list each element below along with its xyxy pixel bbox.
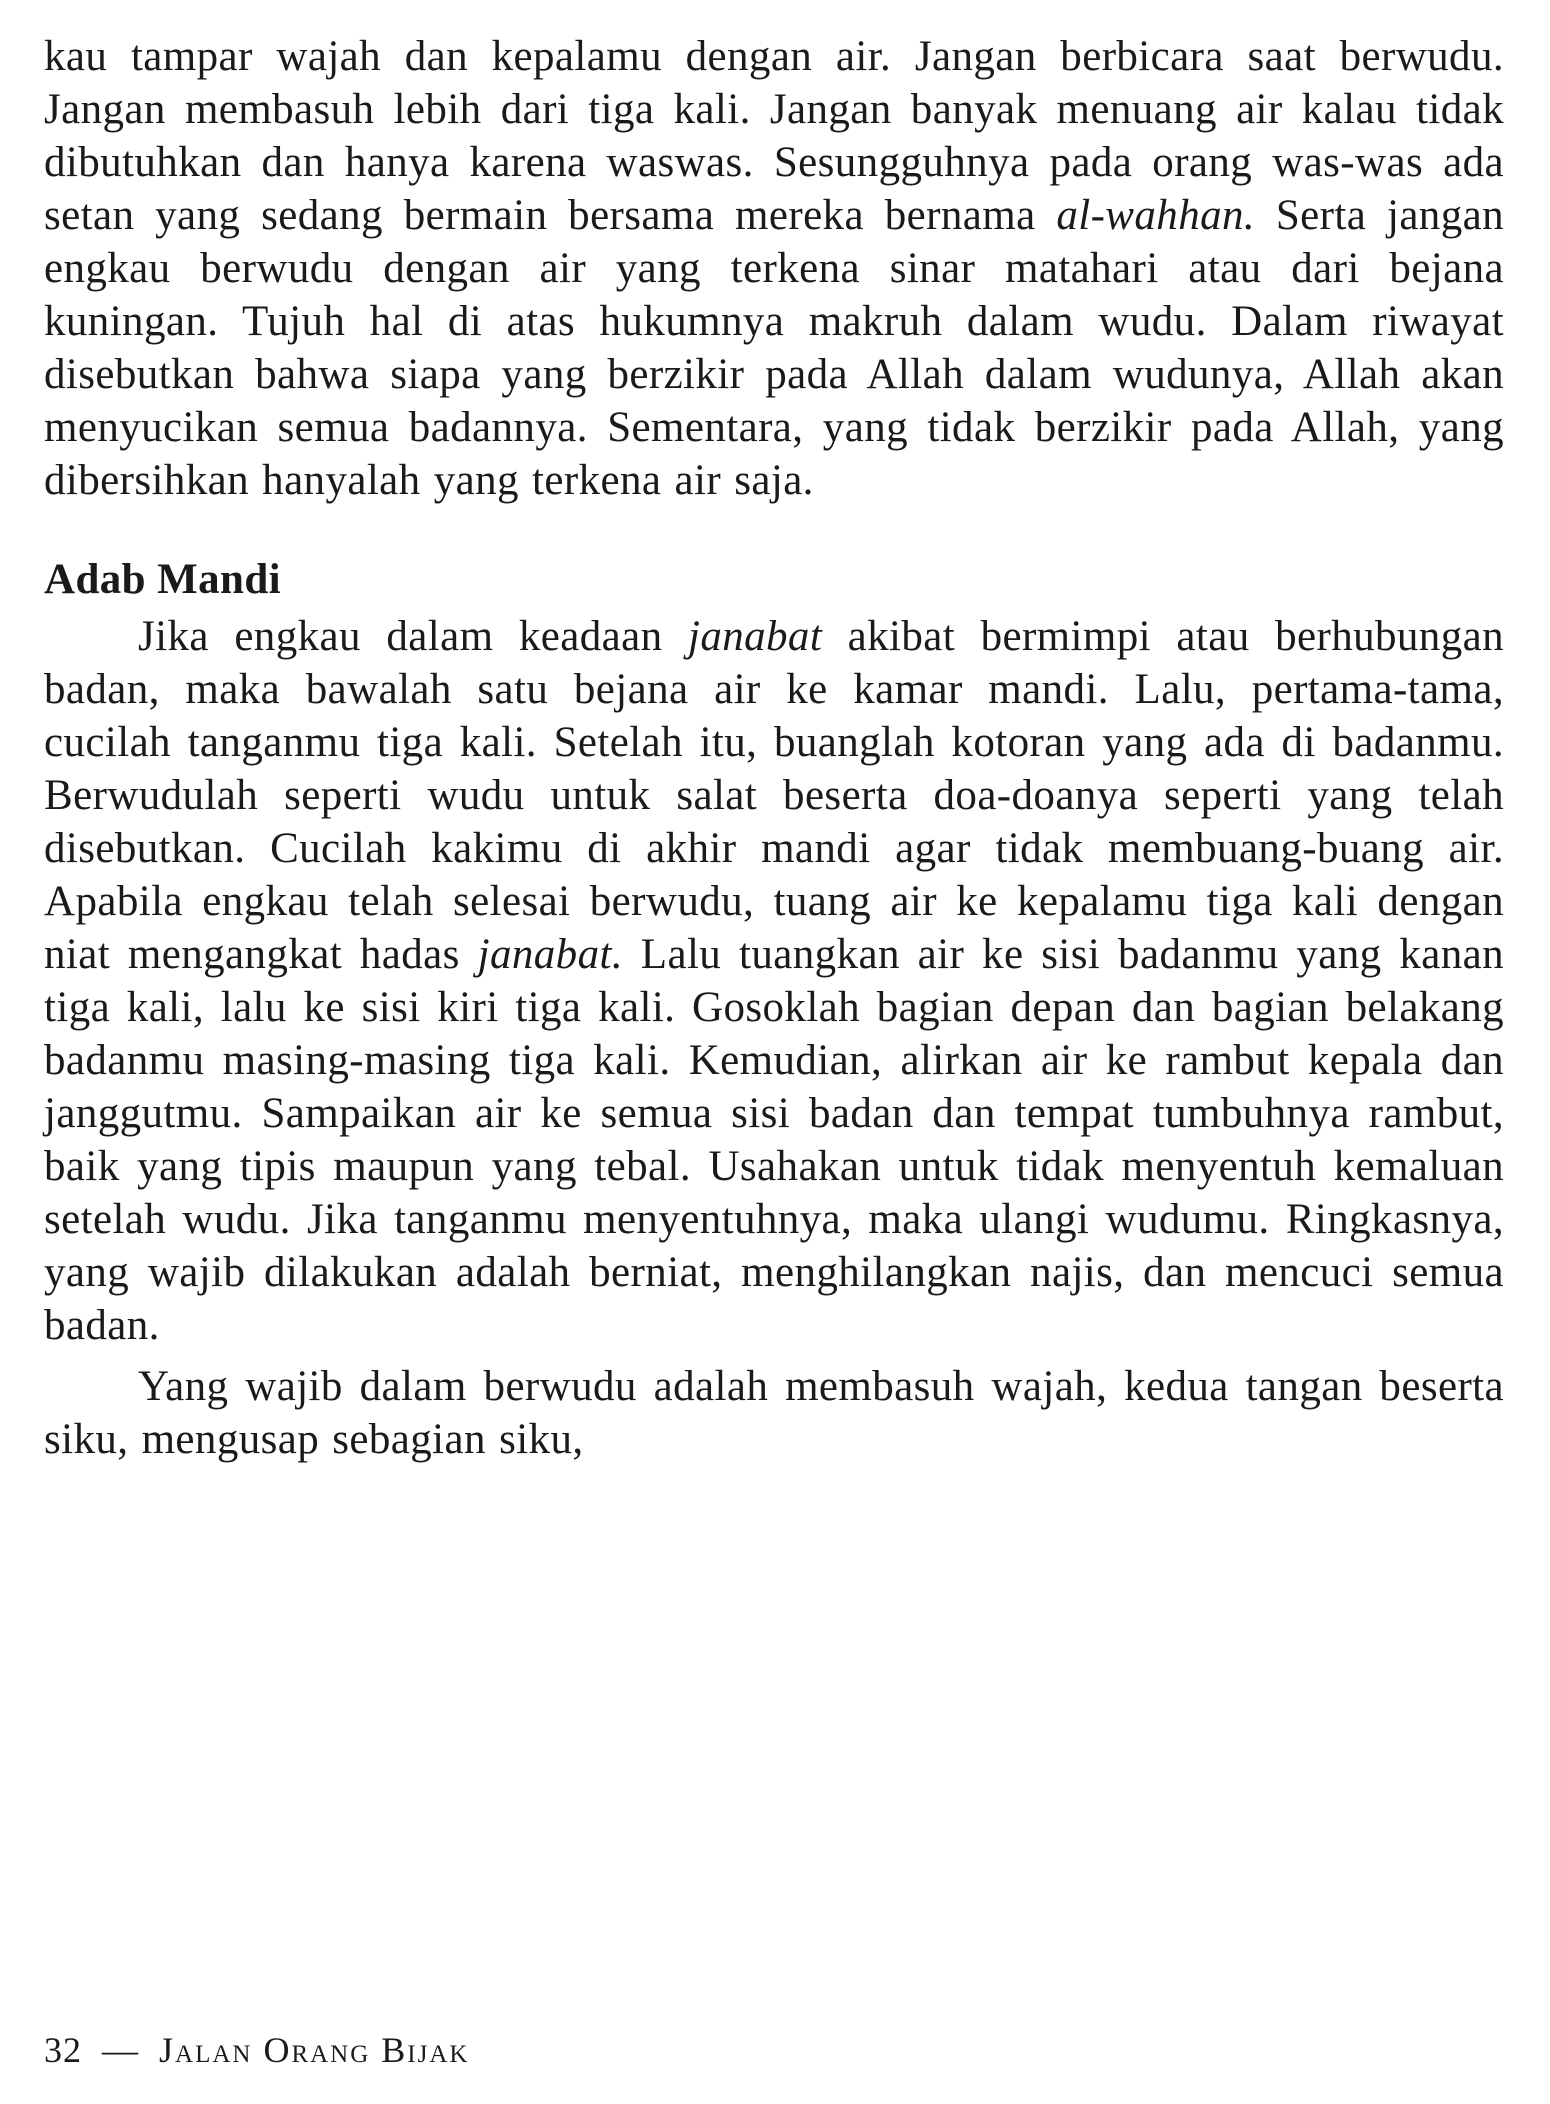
- paragraph-text: Jika engkau dalam keadaan: [138, 613, 688, 660]
- paragraph-text: Serta jangan engkau berwudu dengan air yang terkena sinar matahari atau dari bejana kuningan. Tujuh hal di atas hukumnya makruh dalam wudu. Dalam riwayat disebutkan bahwa siapa yang berzikir pada Allah dalam wudunya, Allah akan menyucikan semua badannya. Sementara, yang tidak berzikir pada Allah, yang dibersihkan hanyalah yang terkena air saja.: [44, 192, 1504, 504]
- paragraph-wudu-prohibitions: [44, 30, 1504, 507]
- italic-term: janabat.: [477, 931, 623, 978]
- section-heading: Adab Mandi: [44, 556, 281, 603]
- paragraph-adab-mandi: [44, 610, 1504, 1352]
- paragraph-wajib-wudu: [44, 1360, 1504, 1466]
- footer-separator: —: [102, 2030, 139, 2070]
- paragraph-text: kau tampar wajah dan kepalamu dengan air. Jangan berbicara saat berwudu. Jangan membasuh lebih dari tiga kali. Jangan banyak menuang air kalau tidak dibutuhkan dan hanya karena waswas. Sesungguhnya pada orang was-was ada setan yang sedang bermain bersama mereka bernama: [44, 33, 1504, 239]
- italic-term: janabat: [687, 613, 823, 660]
- page-footer: [44, 2030, 469, 2070]
- italic-term: al-wahhan.: [1056, 192, 1256, 239]
- paragraph-text: akibat bermimpi atau berhubungan badan, maka bawalah satu bejana air ke kamar mandi. Lalu, pertama-tama, cucilah tanganmu tiga kali. Setelah itu, buanglah kotoran yang ada di badanmu. Berwudulah seperti wudu untuk salat beserta doa-doanya seperti yang telah disebutkan. Cucilah kakimu di akhir mandi agar tidak membuang-buang air. Apabila engkau telah selesai berwudu, tuang air ke kepalamu tiga kali dengan niat mengangkat hadas: [44, 613, 1504, 978]
- page-number: 32: [44, 2030, 82, 2070]
- paragraph-text: Lalu tuangkan air ke sisi badanmu yang kanan tiga kali, lalu ke sisi kiri tiga kali. Gosoklah bagian depan dan bagian belakang badanmu masing-masing tiga kali. Kemudian, alirkan air ke rambut kepala dan janggutmu. Sampaikan air ke semua sisi badan dan tempat tumbuhnya rambut, baik yang tipis maupun yang tebal. Usahakan untuk tidak menyentuh kemaluan setelah wudu. Jika tanganmu menyentuhnya, maka ulangi wudumu. Ringkasnya, yang wajib dilakukan adalah berniat, menghilangkan najis, dan mencuci semua badan.: [44, 931, 1504, 1349]
- paragraph-text: Yang wajib dalam berwudu adalah membasuh wajah, kedua tangan beserta siku, mengusap sebagian siku,: [44, 1363, 1504, 1463]
- page-body: [44, 30, 1504, 1466]
- running-book-title: Jalan Orang Bijak: [159, 2030, 470, 2070]
